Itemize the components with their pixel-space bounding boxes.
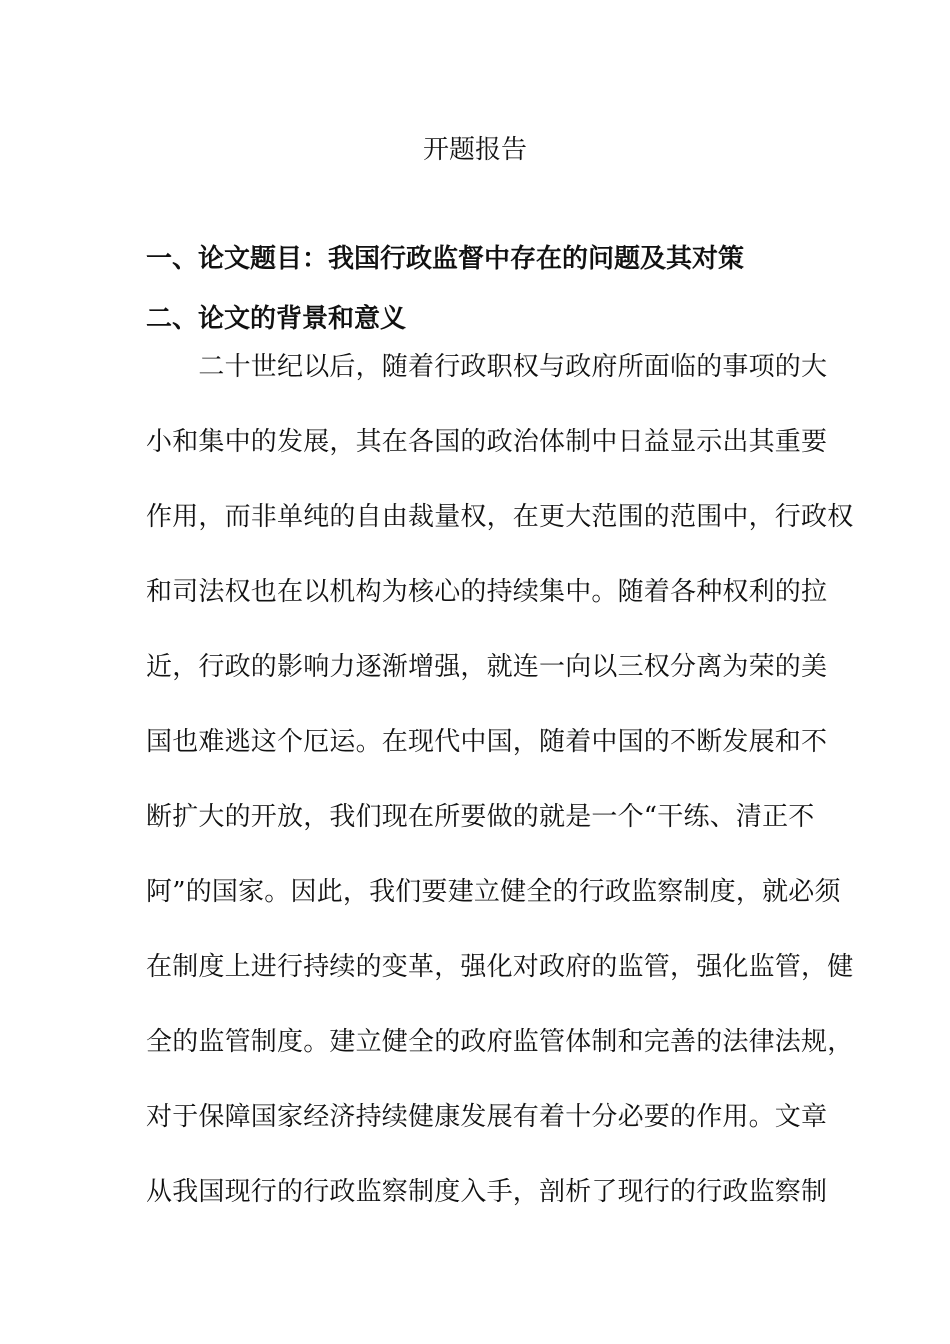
section-heading-background: 二、论文的背景和意义 <box>146 304 407 334</box>
body-line: 阿”的国家。因此，我们要建立健全的行政监察制度，就必须 <box>146 877 841 907</box>
body-line: 近，行政的影响力逐渐增强，就连一向以三权分离为荣的美 <box>146 652 828 682</box>
body-line: 在制度上进行持续的变革，强化对政府的监管，强化监管，健 <box>146 952 854 982</box>
body-line: 对于保障国家经济持续健康发展有着十分必要的作用。文章 <box>146 1102 828 1132</box>
body-line: 和司法权也在以机构为核心的持续集中。随着各种权利的拉 <box>146 577 828 607</box>
document-title: 开题报告 <box>422 135 527 165</box>
body-line: 全的监管制度。建立健全的政府监管体制和完善的法律法规， <box>146 1027 854 1057</box>
body-line: 从我国现行的行政监察制度入手，剖析了现行的行政监察制 <box>146 1177 828 1207</box>
body-line: 二十世纪以后，随着行政职权与政府所面临的事项的大 <box>146 352 828 382</box>
section-heading-thesis-title: 一、论文题目：我国行政监督中存在的问题及其对策 <box>146 244 745 274</box>
body-line: 作用，而非单纯的自由裁量权，在更大范围的范围中，行政权 <box>146 502 854 532</box>
body-line: 国也难逃这个厄运。在现代中国，随着中国的不断发展和不 <box>146 727 828 757</box>
body-line: 小和集中的发展，其在各国的政治体制中日益显示出其重要 <box>146 427 828 457</box>
body-line: 断扩大的开放，我们现在所要做的就是一个“干练、清正不 <box>146 802 815 832</box>
